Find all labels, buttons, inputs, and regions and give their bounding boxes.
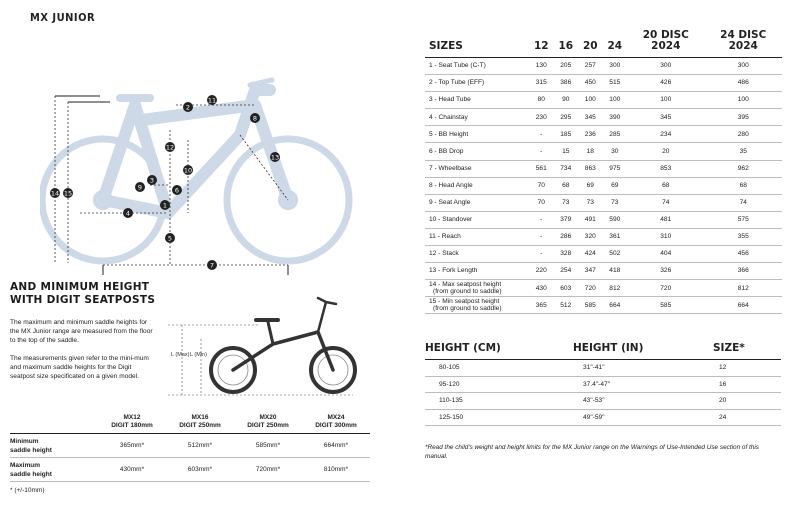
table-row [425, 58, 782, 75]
table-cell: 100 [578, 92, 603, 109]
table-cell: 404 [627, 246, 704, 263]
table-cell: 16 [713, 376, 781, 393]
table-cell: 285 [603, 126, 628, 143]
diagram-label-6: 6 [174, 186, 180, 195]
table-cell: 68 [554, 177, 579, 194]
table-cell: 100 [627, 92, 704, 109]
diagram-label-15: 15 [63, 189, 73, 198]
table-row [425, 143, 782, 160]
size-col-header: 24 DISC 2024 [720, 29, 767, 52]
size-col-header: 20 [582, 40, 598, 52]
diagram-label-7: 7 [209, 261, 215, 270]
page-title: MX JUNIOR [30, 11, 96, 24]
table-cell: 720 [578, 280, 603, 297]
table-cell: 347 [578, 263, 603, 280]
table-cell: 300 [705, 58, 783, 75]
table-cell: 43"-53" [573, 393, 713, 410]
table-cell: 418 [603, 263, 628, 280]
table-cell: 355 [705, 228, 783, 245]
table-cell: - [529, 246, 554, 263]
saddle-section-heading [10, 281, 155, 307]
table-row [425, 92, 782, 109]
table-cell: 720 [627, 280, 704, 297]
table-cell: 31"-41" [573, 360, 713, 377]
diagram-label-8: 8 [252, 114, 258, 123]
table-cell: 512mm* [166, 434, 234, 458]
saddle-height-table [10, 414, 370, 482]
table-cell: 975 [603, 160, 628, 177]
table-row [425, 126, 782, 143]
row-label: 9 - Seat Angle [425, 194, 529, 211]
size-chart-table [425, 343, 781, 426]
diagram-label-11: 11 [207, 96, 217, 105]
table-row [425, 280, 782, 297]
row-label: 14 - Max seatpost height (from ground to saddle) [425, 280, 529, 297]
table-cell: 100 [603, 92, 628, 109]
row-label: 5 - BB Height [425, 126, 529, 143]
table-cell: 481 [627, 211, 704, 228]
table-cell: - [529, 126, 554, 143]
bike-geometry-diagram [40, 60, 360, 275]
table-row [425, 263, 782, 280]
table-row [425, 297, 782, 314]
table-cell: 326 [627, 263, 704, 280]
row-label: 13 - Fork Length [425, 263, 529, 280]
table-row [425, 109, 782, 126]
table-row [425, 228, 782, 245]
table-cell: 502 [603, 246, 628, 263]
table-cell: 590 [603, 211, 628, 228]
table-cell: 424 [578, 246, 603, 263]
table-row [10, 434, 370, 458]
diagram-label-14: 14 [50, 189, 60, 198]
table-cell: 18 [578, 143, 603, 160]
table-cell: 69 [578, 177, 603, 194]
row-label: 4 - Chainstay [425, 109, 529, 126]
table-cell: 37.4"-47" [573, 376, 713, 393]
table-cell: 379 [554, 211, 579, 228]
table-row [425, 360, 781, 377]
table-cell: 430mm* [98, 458, 166, 482]
row-label: 11 - Reach [425, 228, 529, 245]
table-cell: 320 [578, 228, 603, 245]
table-cell: 220 [529, 263, 554, 280]
table-cell: 185 [554, 126, 579, 143]
table-row [425, 376, 781, 393]
diagram-label-12: 12 [165, 143, 175, 152]
table-cell: 395 [705, 109, 783, 126]
table-cell: 491 [578, 211, 603, 228]
diagram-label-4: 4 [125, 209, 131, 218]
table-cell: 70 [529, 177, 554, 194]
saddle-col-header: MX12 DIGIT 180mm [111, 414, 153, 429]
diagram-label-2: 2 [185, 103, 191, 112]
table-row [425, 194, 782, 211]
size-header: HEIGHT (CM) [425, 342, 501, 354]
table-cell: 73 [603, 194, 628, 211]
diagram-label-9: 9 [137, 183, 143, 192]
table-row [425, 246, 782, 263]
table-cell: 315 [529, 75, 554, 92]
row-label: 6 - BB Drop [425, 143, 529, 160]
table-cell: 585 [578, 297, 603, 314]
table-cell: 69 [603, 177, 628, 194]
table-cell: 603mm* [166, 458, 234, 482]
table-row [425, 177, 782, 194]
diagram-label-5: 5 [167, 234, 173, 243]
table-cell: 280 [705, 126, 783, 143]
row-label: 1 - Seat Tube (C-T) [425, 58, 529, 75]
table-row [425, 393, 781, 410]
table-cell: 100 [705, 92, 783, 109]
table-cell: 812 [603, 280, 628, 297]
table-cell: 73 [554, 194, 579, 211]
diagram-label-13: 13 [270, 153, 280, 162]
table-cell: 236 [578, 126, 603, 143]
table-cell: 361 [603, 228, 628, 245]
table-cell: 603 [554, 280, 579, 297]
table-cell: 15 [554, 143, 579, 160]
table-cell: 810mm* [302, 458, 370, 482]
row-label: 2 - Top Tube (EFF) [425, 75, 529, 92]
table-cell: 720mm* [234, 458, 302, 482]
table-cell: 430 [529, 280, 554, 297]
balance-bike-illustration [168, 292, 368, 402]
saddle-col-header: MX16 DIGIT 250mm [179, 414, 221, 429]
table-cell: 295 [554, 109, 579, 126]
table-cell: 450 [578, 75, 603, 92]
table-cell: 24 [713, 409, 781, 426]
table-row [425, 75, 782, 92]
table-cell: 664 [705, 297, 783, 314]
saddle-footnote: * (+/-10mm) [10, 487, 45, 494]
table-cell: 74 [705, 194, 783, 211]
table-cell: 230 [529, 109, 554, 126]
table-cell: 386 [554, 75, 579, 92]
table-cell: 74 [627, 194, 704, 211]
lmin-label: L (Min) [190, 352, 207, 358]
table-cell: 110-135 [425, 393, 573, 410]
table-cell: 80 [529, 92, 554, 109]
table-cell: 585mm* [234, 434, 302, 458]
table-cell: 345 [627, 109, 704, 126]
table-row [425, 160, 782, 177]
row-label: Minimum saddle height [10, 434, 98, 458]
diagram-label-1: 1 [162, 201, 168, 210]
table-cell: 68 [705, 177, 783, 194]
table-cell: 512 [554, 297, 579, 314]
table-cell: 73 [578, 194, 603, 211]
table-cell: 962 [705, 160, 783, 177]
size-col-header: 24 [607, 40, 623, 52]
table-cell: 125-150 [425, 409, 573, 426]
table-cell: 365mm* [98, 434, 166, 458]
table-cell: 20 [713, 393, 781, 410]
table-cell: 300 [627, 58, 704, 75]
table-cell: 664mm* [302, 434, 370, 458]
table-cell: 286 [554, 228, 579, 245]
table-cell: 257 [578, 58, 603, 75]
row-label: 8 - Head Angle [425, 177, 529, 194]
size-col-header: 12 [533, 40, 549, 52]
table-cell: 30 [603, 143, 628, 160]
size-col-header: 16 [558, 40, 574, 52]
table-cell: 426 [627, 75, 704, 92]
size-header: HEIGHT (IN) [573, 342, 644, 354]
row-label: 15 - Min seatpost height (from ground to saddle) [425, 297, 529, 314]
table-cell: 130 [529, 58, 554, 75]
row-label: 7 - Wheelbase [425, 160, 529, 177]
saddle-heading-line2: WITH DIGIT SEATPOSTS [10, 294, 156, 306]
table-cell: 345 [578, 109, 603, 126]
table-cell: 390 [603, 109, 628, 126]
table-cell: 300 [603, 58, 628, 75]
table-cell: 366 [705, 263, 783, 280]
diagram-label-10: 10 [183, 166, 193, 175]
table-cell: 585 [627, 297, 704, 314]
row-label: 10 - Standover [425, 211, 529, 228]
saddle-col-header: MX24 DIGIT 300mm [315, 414, 357, 429]
table-cell: 35 [705, 143, 783, 160]
table-cell: - [529, 228, 554, 245]
table-cell: 205 [554, 58, 579, 75]
table-cell: - [529, 143, 554, 160]
size-chart-note: *Read the child's weight and height limits for the MX Junior range on the Warnings of Use-Intended Use section of this manual. [425, 444, 759, 460]
table-cell: 20 [627, 143, 704, 160]
row-label: 12 - Stack [425, 246, 529, 263]
saddle-heading-line1: AND MINIMUM HEIGHT [10, 281, 150, 293]
table-cell: 90 [554, 92, 579, 109]
table-row [425, 211, 782, 228]
diagram-label-3: 3 [149, 176, 155, 185]
table-cell: 515 [603, 75, 628, 92]
table-cell: 456 [705, 246, 783, 263]
saddle-col-header: MX20 DIGIT 250mm [247, 414, 289, 429]
table-cell: 254 [554, 263, 579, 280]
table-cell: 664 [603, 297, 628, 314]
table-cell: 95-120 [425, 376, 573, 393]
table-cell: 49"-59" [573, 409, 713, 426]
table-cell: 863 [578, 160, 603, 177]
table-cell: 70 [529, 194, 554, 211]
table-cell: 234 [627, 126, 704, 143]
size-header: SIZE* [713, 342, 745, 354]
table-cell: - [529, 211, 554, 228]
row-label: Maximum saddle height [10, 458, 98, 482]
saddle-para-1: The maximum and minimum saddle heights for the MX Junior range are measured from the floor to the top of the saddle. [10, 319, 153, 345]
table-cell: 734 [554, 160, 579, 177]
saddle-para-2: The measurements given refer to the mini-mum and maximum saddle heights for the Digit seatpost size specificated on a given model. [10, 355, 149, 381]
lmax-label: L (Max) [171, 352, 190, 358]
row-label: 3 - Head Tube [425, 92, 529, 109]
table-cell: 486 [705, 75, 783, 92]
geometry-table [425, 30, 782, 314]
sizes-header: SIZES [429, 40, 463, 52]
table-cell: 12 [713, 360, 781, 377]
table-cell: 812 [705, 280, 783, 297]
table-cell: 561 [529, 160, 554, 177]
table-cell: 328 [554, 246, 579, 263]
table-row [425, 409, 781, 426]
table-cell: 68 [627, 177, 704, 194]
table-cell: 853 [627, 160, 704, 177]
size-col-header: 20 DISC 2024 [642, 29, 689, 52]
table-cell: 365 [529, 297, 554, 314]
table-row [10, 458, 370, 482]
table-cell: 310 [627, 228, 704, 245]
table-cell: 80-105 [425, 360, 573, 377]
table-cell: 575 [705, 211, 783, 228]
